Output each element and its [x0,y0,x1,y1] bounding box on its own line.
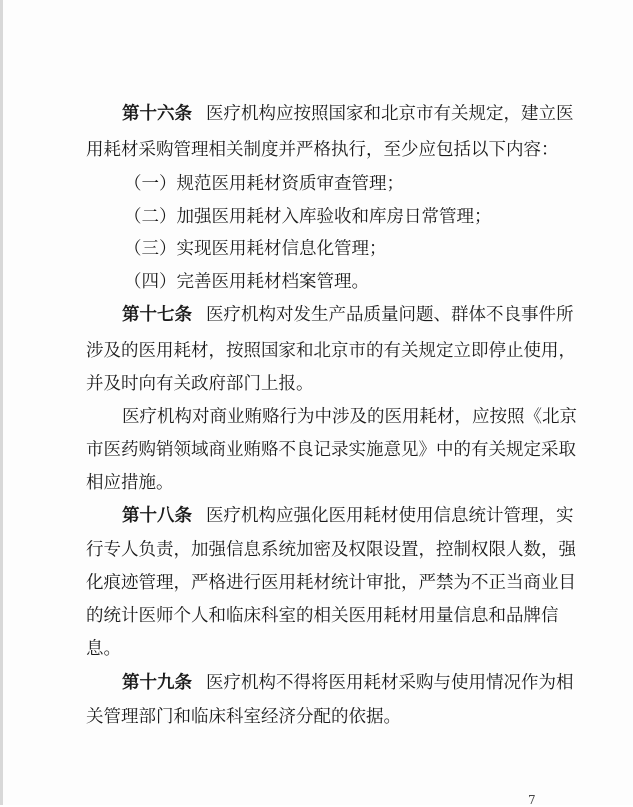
article-19-line-2: 关管理部门和临床科室经济分配的依据。 [86,707,401,727]
article-16-item-4: （四）完善医用耗材档案管理。 [124,272,369,292]
article-18-heading: 第十八条 [122,506,192,526]
article-17-para2-line-3: 相应措施。 [86,473,174,493]
article-16-text-1: 医疗机构应按照国家和北京市有关规定，建立医 [206,104,574,124]
article-18-line-4: 的统计医师个人和临床科室的相关医用耗材用量信息和品牌信 [86,606,559,626]
article-17-para2-line-2: 市医药购销领域商业贿赂不良记录实施意见》中的有关规定采取 [86,440,576,460]
article-18-line-1 [122,504,574,528]
article-18-line-2: 行专人负责，加强信息系统加密及权限设置，控制权限人数，强 [86,540,576,560]
article-17-text-1: 医疗机构对发生产品质量问题、群体不良事件所 [206,305,574,325]
article-16-item-1: （一）规范医用耗材资质审查管理； [124,174,404,194]
article-19-line-1 [122,671,574,695]
article-17-para2-line-1: 医疗机构对商业贿赂行为中涉及的医用耗材，应按照《北京 [122,407,577,427]
article-17-heading: 第十七条 [122,305,192,325]
article-17-line-3: 并及时向有关政府部门上报。 [86,374,314,394]
article-18-line-5: 息。 [86,639,121,659]
article-19-text-1: 医疗机构不得将医用耗材采购与使用情况作为相 [206,673,574,693]
article-17-line-1 [122,303,574,327]
article-16-line-1 [122,102,574,126]
page-left-edge [0,0,3,805]
article-16-heading: 第十六条 [122,104,192,124]
article-18-text-1: 医疗机构应强化医用耗材使用信息统计管理，实 [206,506,574,526]
article-16-item-3: （三）实现医用耗材信息化管理； [124,239,387,259]
article-16-line-2: 用耗材采购管理相关制度并严格执行，至少应包括以下内容： [86,140,559,160]
article-17-line-2: 涉及的医用耗材，按照国家和北京市的有关规定立即停止使用， [86,341,576,361]
article-19-heading: 第十九条 [122,673,192,693]
page-number: 7 [528,793,536,807]
article-18-line-3: 化痕迹管理，严格进行医用耗材统计审批，严禁为不正当商业目 [86,573,576,593]
article-16-item-2: （二）加强医用耗材入库验收和库房日常管理； [124,207,492,227]
